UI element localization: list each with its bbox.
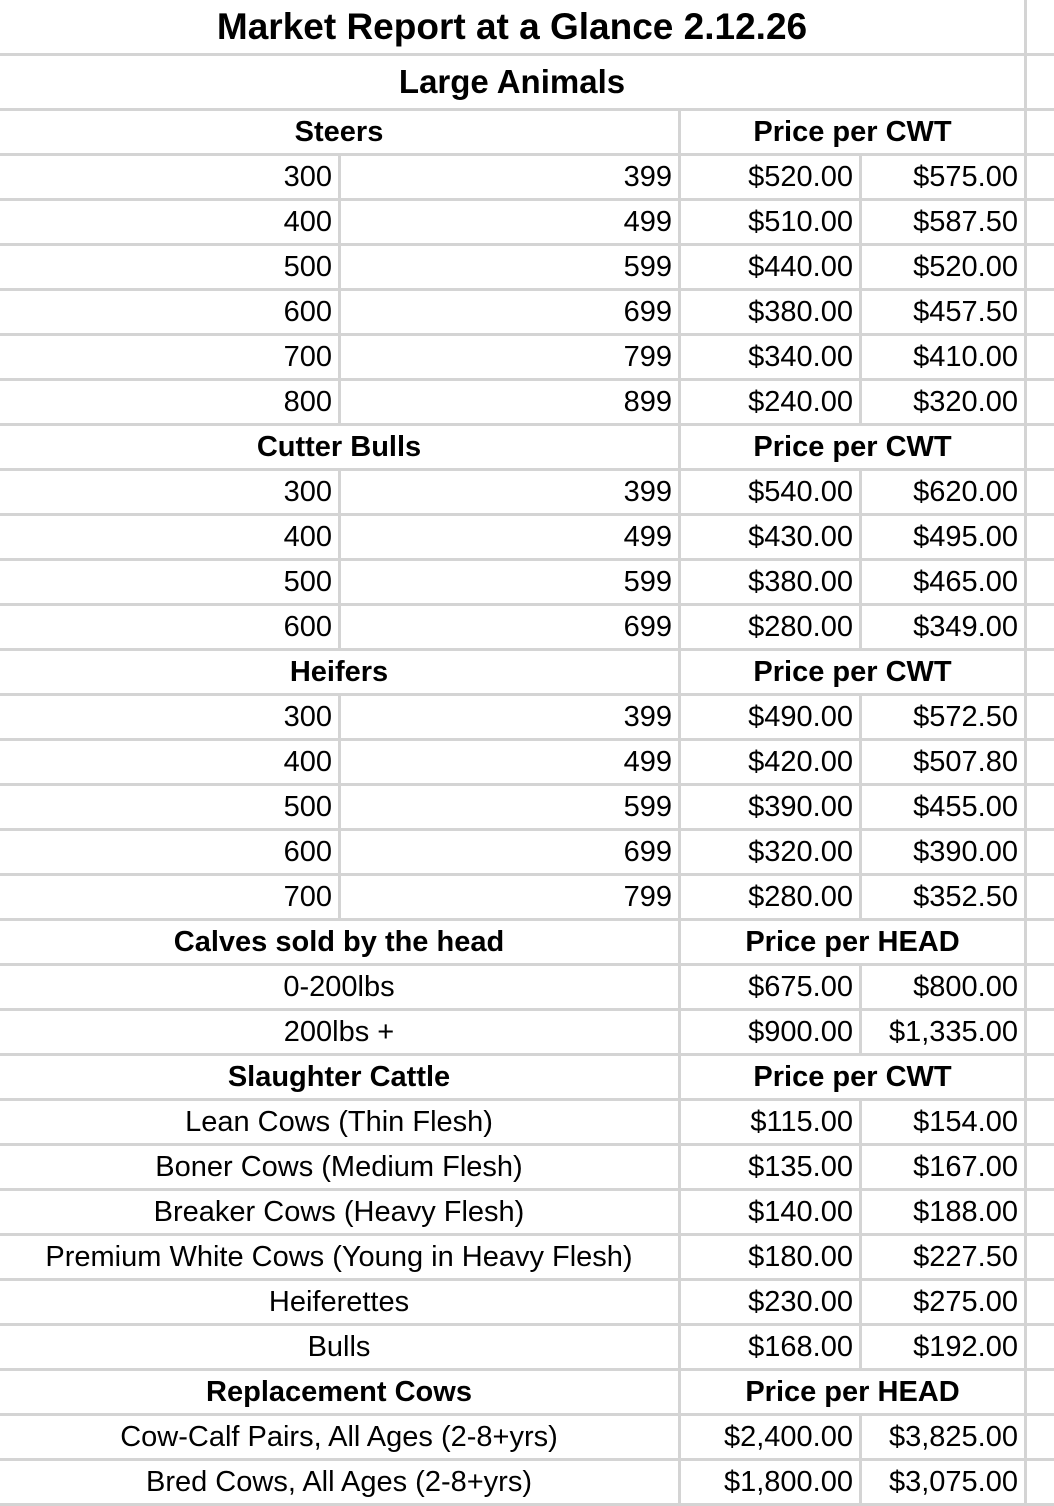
price-low: $320.00 (678, 831, 859, 873)
price-high: $455.00 (859, 786, 1024, 828)
weight-to: 399 (338, 156, 678, 198)
class-label: Cow-Calf Pairs, All Ages (2-8+yrs) (120, 1420, 558, 1453)
class-label: Premium White Cows (Young in Heavy Flesh) (45, 1240, 633, 1273)
weight-to: 699 (338, 606, 678, 648)
weight-from: 500 (283, 250, 332, 283)
price-low: $440.00 (678, 246, 859, 288)
class-label: Breaker Cows (Heavy Flesh) (153, 1195, 525, 1228)
table-row (0, 831, 1054, 876)
table-row (0, 1416, 1054, 1461)
table-row (0, 1236, 1054, 1281)
price-high: $167.00 (859, 1146, 1024, 1188)
price-low: $168.00 (678, 1326, 859, 1368)
weight-to: 599 (338, 246, 678, 288)
weight-to: 699 (338, 831, 678, 873)
price-high: $620.00 (859, 471, 1024, 513)
class-label: Lean Cows (Thin Flesh) (185, 1105, 493, 1138)
table-row (0, 471, 1054, 516)
section-title: Slaughter Cattle (227, 1060, 451, 1093)
weight-to: 799 (338, 876, 678, 918)
table-row (0, 336, 1054, 381)
weight-from: 400 (283, 745, 332, 778)
price-low: $520.00 (678, 156, 859, 198)
class-label: 200lbs + (283, 1015, 395, 1048)
table-row (0, 1326, 1054, 1371)
table-row (0, 966, 1054, 1011)
price-high: $410.00 (859, 336, 1024, 378)
price-unit-header: Price per CWT (678, 111, 1024, 153)
weight-to: 399 (338, 696, 678, 738)
class-label: Heiferettes (268, 1285, 410, 1318)
price-high: $572.50 (859, 696, 1024, 738)
table-row (0, 1191, 1054, 1236)
section-header-row (0, 426, 1054, 471)
section-header-row (0, 921, 1054, 966)
price-unit-header: Price per HEAD (678, 1371, 1024, 1413)
section-header-row (0, 1371, 1054, 1416)
class-label: Bred Cows, All Ages (2-8+yrs) (145, 1465, 532, 1498)
class-label: Bulls (307, 1330, 371, 1363)
table-row (0, 156, 1054, 201)
price-low: $380.00 (678, 291, 859, 333)
price-low: $510.00 (678, 201, 859, 243)
price-high: $275.00 (859, 1281, 1024, 1323)
price-low: $380.00 (678, 561, 859, 603)
weight-to: 499 (338, 741, 678, 783)
price-low: $135.00 (678, 1146, 859, 1188)
weight-from: 300 (283, 475, 332, 508)
weight-from: 500 (283, 790, 332, 823)
section-title: Heifers (289, 655, 389, 688)
price-low: $390.00 (678, 786, 859, 828)
price-low: $230.00 (678, 1281, 859, 1323)
price-low: $490.00 (678, 696, 859, 738)
price-high: $495.00 (859, 516, 1024, 558)
price-low: $1,800.00 (678, 1461, 859, 1503)
table-row (0, 201, 1054, 246)
price-high: $465.00 (859, 561, 1024, 603)
price-high: $587.50 (859, 201, 1024, 243)
price-low: $180.00 (678, 1236, 859, 1278)
weight-to: 599 (338, 561, 678, 603)
table-row (0, 291, 1054, 336)
weight-from: 700 (283, 340, 332, 373)
table-row (0, 696, 1054, 741)
weight-from: 300 (283, 700, 332, 733)
price-low: $420.00 (678, 741, 859, 783)
weight-from: 300 (283, 160, 332, 193)
weight-to: 699 (338, 291, 678, 333)
price-high: $320.00 (859, 381, 1024, 423)
table-row (0, 876, 1054, 921)
price-high: $390.00 (859, 831, 1024, 873)
table-row (0, 786, 1054, 831)
weight-from: 600 (283, 295, 332, 328)
price-high: $800.00 (859, 966, 1024, 1008)
price-low: $2,400.00 (678, 1416, 859, 1458)
price-low: $675.00 (678, 966, 859, 1008)
price-high: $520.00 (859, 246, 1024, 288)
title-row (0, 0, 1054, 56)
price-low: $540.00 (678, 471, 859, 513)
weight-to: 599 (338, 786, 678, 828)
table-row (0, 606, 1054, 651)
weight-from: 400 (283, 205, 332, 238)
price-high: $227.50 (859, 1236, 1024, 1278)
class-label: Boner Cows (Medium Flesh) (155, 1150, 523, 1183)
price-high: $349.00 (859, 606, 1024, 648)
price-low: $280.00 (678, 606, 859, 648)
section-header-row (0, 1056, 1054, 1101)
price-low: $900.00 (678, 1011, 859, 1053)
section-title: Cutter Bulls (256, 430, 422, 463)
price-high: $3,075.00 (859, 1461, 1024, 1503)
weight-from: 800 (283, 385, 332, 418)
price-high: $457.50 (859, 291, 1024, 333)
weight-from: 700 (283, 880, 332, 913)
weight-from: 600 (283, 610, 332, 643)
table-row (0, 246, 1054, 291)
weight-from: 500 (283, 565, 332, 598)
price-unit-header: Price per CWT (678, 1056, 1024, 1098)
table-row (0, 1281, 1054, 1326)
section-title: Calves sold by the head (173, 925, 505, 958)
table-row (0, 1011, 1054, 1056)
table-row (0, 561, 1054, 606)
report-title: Market Report at a Glance 2.12.26 (216, 5, 808, 47)
price-high: $192.00 (859, 1326, 1024, 1368)
table-row (0, 741, 1054, 786)
price-low: $430.00 (678, 516, 859, 558)
price-high: $188.00 (859, 1191, 1024, 1233)
table-row (0, 516, 1054, 561)
class-label: 0-200lbs (283, 970, 395, 1003)
price-high: $1,335.00 (859, 1011, 1024, 1053)
price-high: $352.50 (859, 876, 1024, 918)
price-low: $115.00 (678, 1101, 859, 1143)
weight-to: 899 (338, 381, 678, 423)
subtitle-row (0, 56, 1054, 111)
weight-to: 499 (338, 201, 678, 243)
price-low: $280.00 (678, 876, 859, 918)
weight-from: 400 (283, 520, 332, 553)
table-row (0, 1146, 1054, 1191)
price-unit-header: Price per CWT (678, 426, 1024, 468)
price-low: $140.00 (678, 1191, 859, 1233)
section-title: Steers (294, 115, 384, 148)
price-unit-header: Price per CWT (678, 651, 1024, 693)
table-row (0, 1101, 1054, 1146)
price-low: $240.00 (678, 381, 859, 423)
report-subtitle: Large Animals (398, 63, 626, 100)
weight-to: 799 (338, 336, 678, 378)
price-high: $575.00 (859, 156, 1024, 198)
price-high: $3,825.00 (859, 1416, 1024, 1458)
section-header-row (0, 651, 1054, 696)
section-header-row (0, 111, 1054, 156)
weight-from: 600 (283, 835, 332, 868)
table-row (0, 381, 1054, 426)
price-high: $154.00 (859, 1101, 1024, 1143)
price-low: $340.00 (678, 336, 859, 378)
price-high: $507.80 (859, 741, 1024, 783)
weight-to: 399 (338, 471, 678, 513)
table-row (0, 1461, 1054, 1506)
weight-to: 499 (338, 516, 678, 558)
section-title: Replacement Cows (206, 1375, 472, 1408)
price-unit-header: Price per HEAD (678, 921, 1024, 963)
